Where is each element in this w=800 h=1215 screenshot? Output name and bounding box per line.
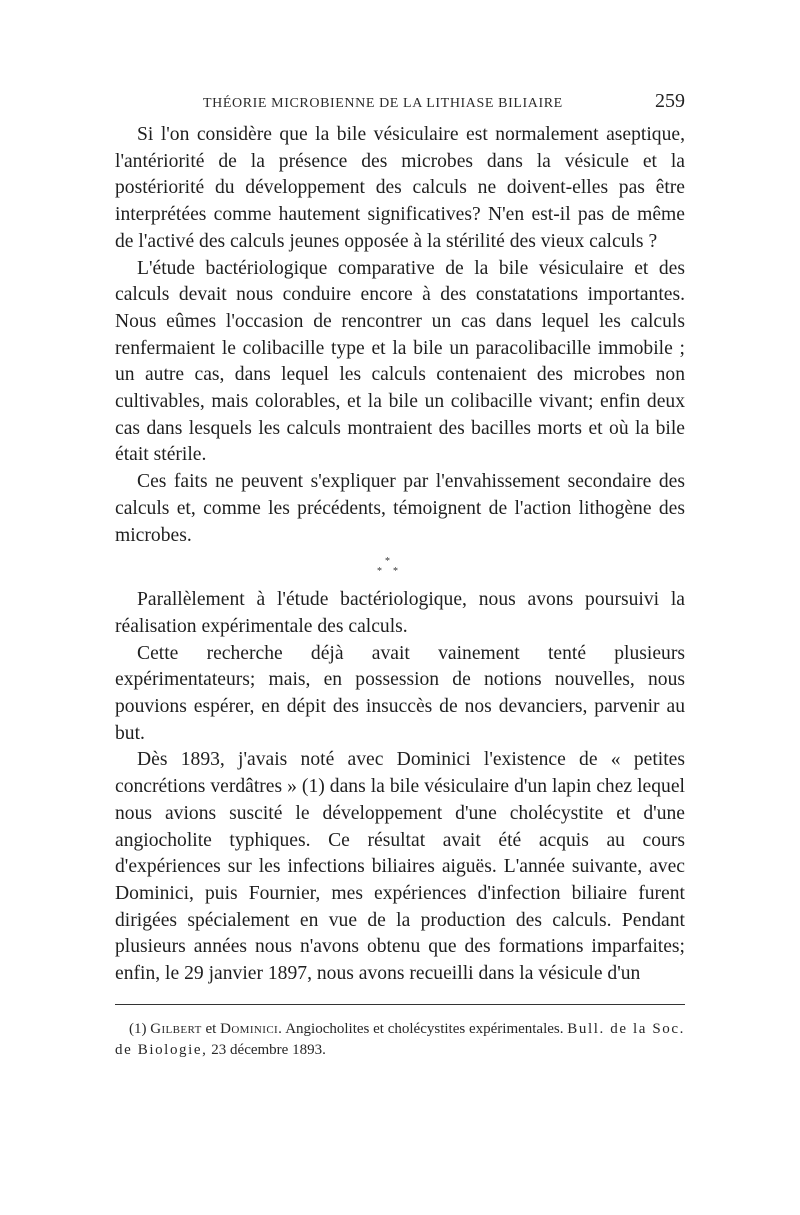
paragraph-1: Si l'on considère que la bile vésiculaire est normalement aseptique, l'antériorité de la présence des microbes dans la vésicule et la postériorité du développement des calculs ne doivent-elles pas être interprétées comme hautement significatives? N'en est-il pas de même de l'activé des calculs jeunes opposée à la stérilité des vieux calculs ? [115, 124, 685, 252]
footnote-rule [115, 1004, 685, 1005]
footnote-author-1: Gilbert [150, 1020, 202, 1037]
running-title: THÉORIE MICROBIENNE DE LA LITHIASE BILIAIRE [203, 96, 563, 111]
footnote-date: 23 décembre 1893. [211, 1041, 326, 1058]
footnote [115, 1019, 685, 1061]
paragraph-6: Dès 1893, j'avais noté avec Dominici l'existence de « petites concrétions verdâtres » (1) dans la bile vésiculaire d'un lapin chez lequel nous avions suscité le développement d'une cholécystite et d'une angiocholite typhiques. Ce résultat avait été acquis au cours d'expériences sur les infections biliaires aiguës. L'année suivante, avec Dominici, puis Fournier, mes expériences d'infection biliaire furent dirigées spécialement en vue de la production des calculs. Pendant plusieurs années nous n'avons obtenu que des formations imparfaites; enfin, le 29 janvier 1897, nous avons recueilli dans la vésicule d'un [115, 749, 685, 985]
asterism-star-top: * [385, 556, 390, 568]
footnote-marker: (1) [129, 1020, 147, 1037]
footnote-journal: Bull. de la Soc. de Biologie, [115, 1020, 685, 1058]
page-number: 259 [655, 90, 685, 112]
footnote-conjunction: et [205, 1020, 217, 1037]
asterism-star-left: * [377, 566, 382, 578]
asterism-star-right: * [393, 566, 398, 578]
paragraph-2: L'étude bactériologique comparative de la bile vésiculaire et des calculs devait nous conduire encore à des constatations importantes. Nous eûmes l'occasion de rencontrer un cas dans lequel les calculs renfermaient le colibacille type et la bile un paracolibacille immobile ; un autre cas, dans lequel les calculs contenaient des microbes non cultivables, mais colorables, et la bile un colibacille vivant; enfin deux cas dans lesquels les calculs montraient des bacilles morts et où la bile était stérile. [115, 257, 685, 466]
paragraph-5: Cette recherche déjà avait vainement tenté plusieurs expérimentateurs; mais, en possession de notions nouvelles, nous pouvions espérer, en dépit des insuccès de nos devanciers, parvenir au but. [115, 642, 685, 744]
paragraph-4: Parallèlement à l'étude bactériologique, nous avons poursuivi la réalisation expérimentale des calculs. [115, 589, 685, 637]
section-break [115, 549, 685, 587]
paragraph-3: Ces faits ne peuvent s'expliquer par l'envahissement secondaire des calculs et, comme les précédents, témoignent de l'action lithogène des microbes. [115, 471, 685, 546]
book-page [115, 90, 685, 1061]
footnote-author-2: Dominici. [220, 1020, 283, 1037]
body-text [115, 122, 685, 988]
running-head [115, 90, 685, 122]
footnote-title: Angiocholites et cholécystites expérimentales. [285, 1020, 564, 1037]
